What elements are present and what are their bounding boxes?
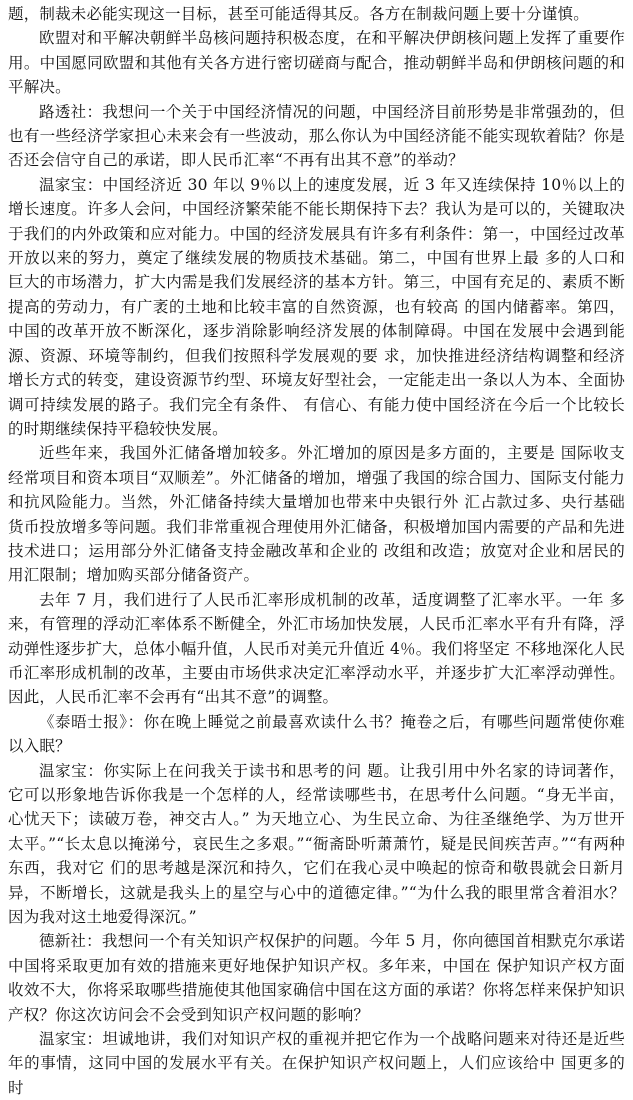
paragraph-forex-reserves: 近些年来，我国外汇储备增加较多。外汇增加的原因是多方面的，主要是 国际收支经常项目和资本项目“双顺差”。外汇储备的增加，增强了我国的综合国力、国际支付能力和抗风险能力。当然，外汇储备持续大量增加也带来中央银行外 汇占款过多、央行基础货币投放增多等问题。我们非常重视合理使用外汇储备，积极增加国内需要的产品和先进技术进口；运用部分外汇储备支持金融改革和企业的 改组和改造；放宽对企业和居民的用汇限制；增加购买部分储备资产。 <box>8 444 625 585</box>
paragraph-times-question: 《泰晤士报》：你在晚上睡觉之前最喜欢读什么书？掩卷之后，有哪些问题常使你难以入眠？ <box>8 712 625 756</box>
paragraph-wen-reading-answer: 温家宝：你实际上在问我关于读书和思考的问 题。让我引用中外名家的诗词著作，它可以形象地告诉你我是一个怎样的人，经常读哪些书，在思考什么问题。“身无半亩，心忧天下；读破万卷，神交古人。” 为天地立心、为生民立命、为往圣继绝学、为万世开太平。”“长太息以掩涕兮，哀民生之多艰。”“衙斋卧听萧萧竹，疑是民间疾苦声。”“有两种东西，我对它 们的思考越是深沉和持久，它们在我心灵中唤起的惊奇和敬畏就会日新月异，不断增长，这就是我头上的星空与心中的道德定律。”“为什么我的眼里常含着泪水？ 因为我对这土地爱得深沉。” <box>8 761 625 927</box>
paragraph-reuters-question: 路透社：我想问一个关于中国经济情况的问题，中国经济目前形势是非常强劲的，但也有一些经济学家担心未来会有一些波动，那么你认为中国经济能不能实现软着陆？你是否还会信守自己的承诺，即人民币汇率“不再有出其不意”的举动？ <box>8 102 625 170</box>
paragraph-eu-nuclear: 欧盟对和平解决朝鲜半岛核问题持积极态度，在和平解决伊朗核问题上发挥了重要作用。中国愿同欧盟和其他有关各方进行密切磋商与配合，推动朝鲜半岛和伊朗核问题的和平解决。 <box>8 29 625 97</box>
paragraph-exchange-rate-reform: 去年 7 月，我们进行了人民币汇率形成机制的改革，适度调整了汇率水平。一年 多来，有管理的浮动汇率体系不断健全，外汇市场加快发展，人民币汇率水平有升有降，浮动弹性逐步扩大，总体小幅升值，人民币对美元升值近 4％。我们将坚定 不移地深化人民币汇率形成机制的改革，主要由市场供求决定汇率浮动水平，并逐步扩大汇率浮动弹性。因此，人民币汇率不会再有“出其不意”的调整。 <box>8 590 625 707</box>
paragraph-wen-ip-answer: 温家宝：坦诚地讲，我们对知识产权的重视并把它作为一个战略问题来对待还是近些年的事情，这同中国的发展水平有关。在保护知识产权问题上，人们应该给中 国更多的时 <box>8 1030 625 1097</box>
paragraph-sanctions-caution: 题，制裁未必能实现这一目标，甚至可能适得其反。各方在制裁问题上要十分谨慎。 <box>8 5 589 23</box>
paragraph-dpa-question: 德新社：我想问一个有关知识产权保护的问题。今年 5 月，你向德国首相默克尔承诺中国将采取更加有效的措施来更好地保护知识产权。多年来，中国在 保护知识产权方面收效不大，你将采取哪些措施使其他国家确信中国在这方面的承诺？你将怎样来保护知识产权？你这次访问会不会受到知识产权问题的影响？ <box>8 932 625 1024</box>
document-page <box>8 2 625 1100</box>
paragraph-wen-economy-answer: 温家宝：中国经济近 30 年以 9％以上的速度发展，近 3 年又连续保持 10％以上的增长速度。许多人会问，中国经济繁荣能不能长期保持下去？我认为是可以的，关键取决 于我们的内外政策和应对能力。中国的经济发展具有许多有利条件：第一，中国经过改革开放以来的努力，奠定了继续发展的物质技术基础。第二，中国有世界上最 多的人口和巨大的市场潜力，扩大内需是我们发展经济的基本方针。第三，中国有充足的、素质不断提高的劳动力，有广袤的土地和比较丰富的自然资源，也有较高 的国内储蓄率。第四，中国的改革开放不断深化，逐步消除影响经济发展的体制障碍。中国在发展中会遇到能源、资源、环境等制约，但我们按照科学发展观的要 求，加快推进经济结构调整和经济增长方式的转变，建设资源节约型、环境友好型社会，一定能走出一条以人为本、全面协调可持续发展的路子。我们完全有条件、 有信心、有能力使中国经济在今后一个比较长的时期继续保持平稳较快发展。 <box>8 175 625 438</box>
